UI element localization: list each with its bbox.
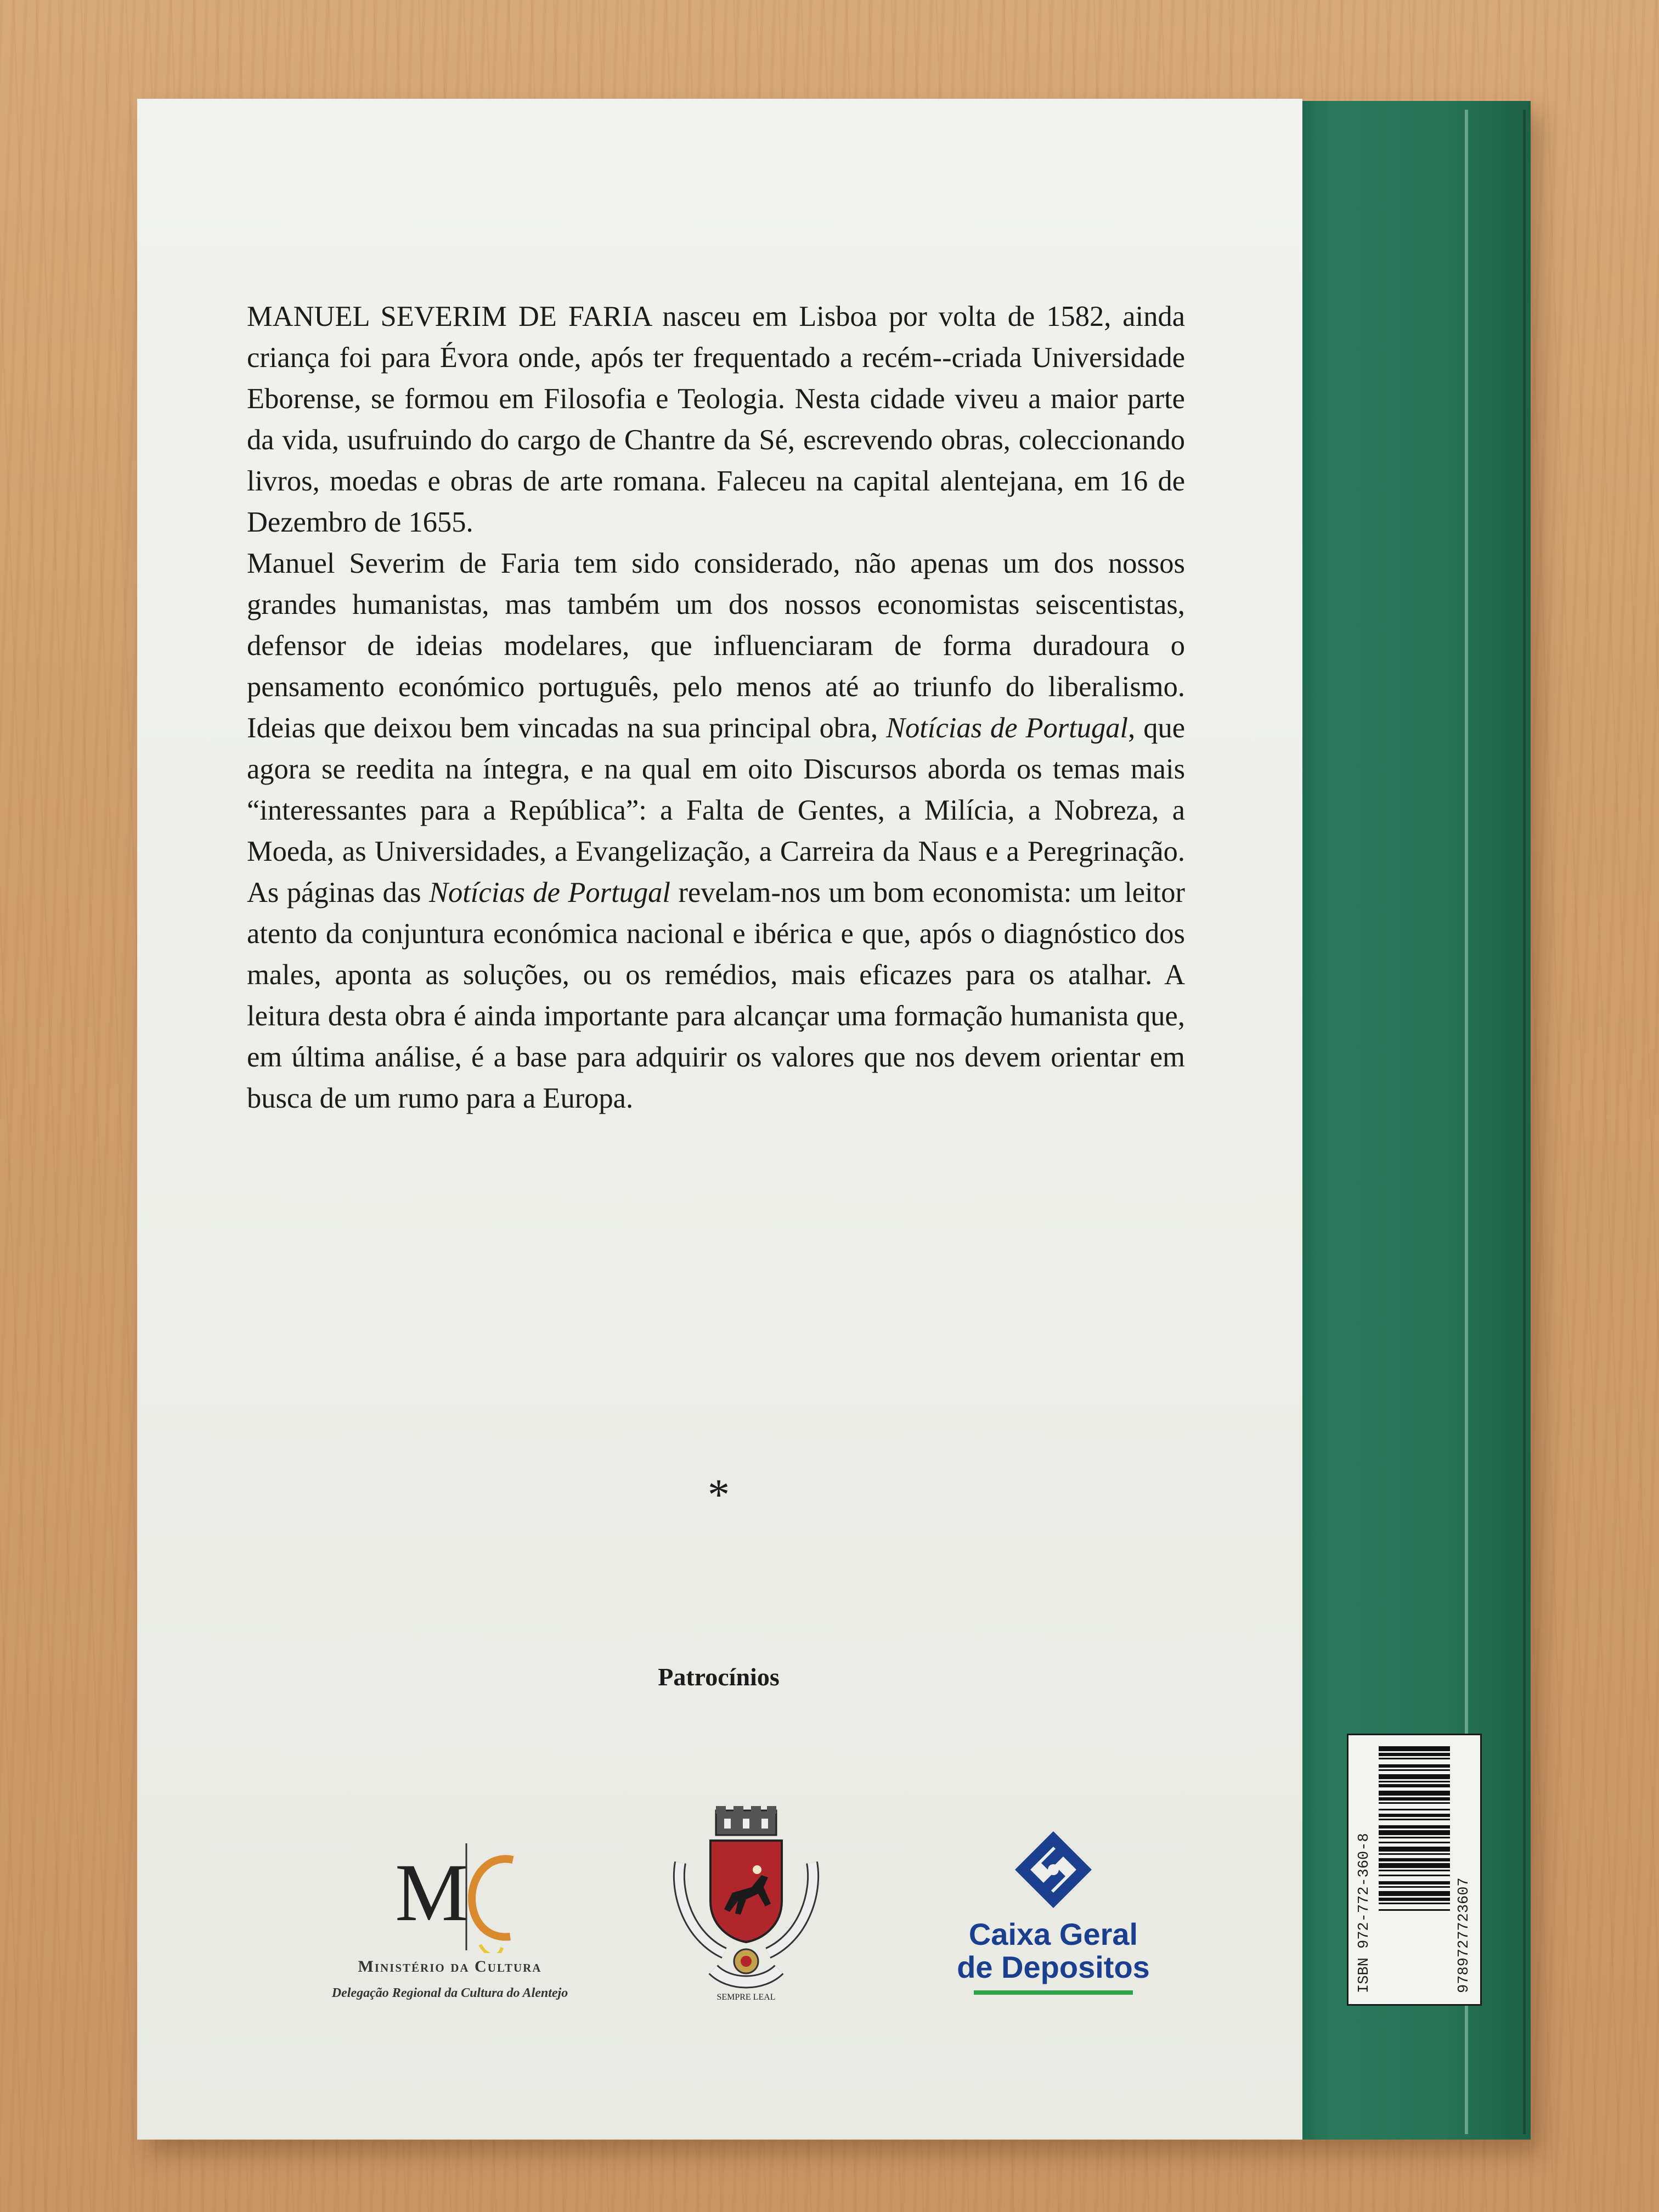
barcode-bar: [1379, 1809, 1450, 1810]
barcode-bar: [1379, 1753, 1450, 1756]
cgd-name-line1: Caixa Geral: [968, 1917, 1138, 1951]
barcode-bar: [1379, 1891, 1450, 1896]
summary-paragraph: [247, 543, 1185, 1119]
barcode-bar: [1379, 1853, 1450, 1855]
book-title-italic-2: Notícias de Portugal: [428, 877, 671, 909]
biography-paragraph: MANUEL SEVERIM DE FARIA nasceu em Lisboa por volta de 1582, ainda criança foi para Évora onde, após ter frequentado a recém--criada Universidade Eborense, se formou em Filosofia e Teologia. Nesta cidade viveu a maior parte da vida, usufruindo do cargo de Chantre da Sé, escrevendo obras, coleccionando livros, moedas e obras de arte romana. Faleceu na capital alentejana, em 16 de Dezembro de 1655.: [247, 301, 1185, 538]
barcode-bar: [1379, 1791, 1450, 1796]
barcode-bar: [1379, 1863, 1450, 1868]
barcode-bar: [1379, 1903, 1450, 1904]
barcode-bar: [1379, 1774, 1450, 1779]
barcode-bar: [1379, 1886, 1450, 1888]
barcode-bar: [1379, 1814, 1450, 1817]
ministerio-subtitle: Delegação Regional da Cultura do Alentejo: [331, 1986, 568, 2000]
barcode-bar: [1379, 1758, 1450, 1759]
barcode-bar: [1379, 1764, 1450, 1768]
barcode-bar: [1379, 1797, 1450, 1801]
barcode-bar: [1379, 1781, 1450, 1782]
isbn-number: ISBN 972-772-360-8: [1356, 1833, 1373, 1993]
ministerio-cultura-logo: [291, 1827, 609, 2013]
summary-text-1: Manuel Severim de Faria tem sido considerado, não apenas um dos nossos grandes humanistas, mas também um dos nossos economistas seiscentistas, defensor de ideias modelares, que influenciaram de forma duradoura o pensamento económico português, pelo menos até ao triunfo do liberalismo. Ideias que deixou bem vincadas na sua principal obra,: [247, 548, 1185, 744]
book: [137, 99, 1531, 2140]
barcode-bar: [1379, 1784, 1450, 1787]
coat-motto-bottom: SEMPRE LEAL: [716, 1993, 776, 2002]
barcode-bar: [1379, 1825, 1450, 1829]
svg-text:M: M: [395, 1847, 469, 1938]
cgd-logo-icon: [955, 1827, 1152, 1915]
spine-edge: [1523, 110, 1526, 2134]
cgd-logo: [955, 1827, 1152, 2002]
back-cover: [137, 99, 1302, 2140]
summary-text-3: revelam-nos um bom economista: um leitor atento da conjuntura económica nacional e ibérica e que, após o diagnóstico dos males, aponta as soluções, ou os remédios, mais eficazes para os atalhar. A leitura desta obra é ainda importante para alcançar uma formação humanista que, em última análise, é a base para adquirir os valores que nos devem orientar em busca de um rumo para a Europa.: [247, 877, 1185, 1114]
ean-number: 9789727723607: [1456, 1877, 1472, 1993]
barcode-label: [1347, 1734, 1482, 2006]
barcode-bar: [1379, 1847, 1450, 1852]
barcode-bar: [1379, 1858, 1450, 1861]
barcode-bar: [1379, 1819, 1450, 1820]
barcode-bar: [1379, 1875, 1450, 1876]
barcode-bar: [1379, 1769, 1450, 1771]
barcode-bar: [1379, 1898, 1450, 1901]
back-cover-text: [247, 296, 1185, 1119]
evora-coat-of-arms-icon: [664, 1805, 828, 2008]
barcode-bar: [1379, 1842, 1450, 1843]
mc-logo-icon: [291, 1827, 609, 1953]
barcode-bar: [1379, 1870, 1450, 1871]
barcode-bar: [1379, 1802, 1450, 1804]
cgd-name-line2: de Depositos: [957, 1950, 1150, 1984]
barcode-bar: [1379, 1909, 1450, 1911]
barcode-bar: [1379, 1830, 1450, 1835]
coat-of-arms-logo: [664, 1805, 828, 2008]
barcode-bar: [1379, 1746, 1450, 1751]
barcode-bar: [1379, 1837, 1450, 1838]
barcode-bar: [1379, 1881, 1450, 1884]
ministerio-title: Ministério da Cultura: [358, 1957, 542, 1976]
book-title-italic-1: Notícias de Portugal: [886, 712, 1128, 744]
sponsors-heading: Patrocínios: [658, 1663, 780, 1691]
cgd-green-bar: [974, 1990, 1133, 1995]
summary-text-2: , que agora se reedita na íntegra, e na qual em oito Discursos aborda os temas mais “interessantes para a República”: a Falta de Gentes, a Milícia, a Nobreza, a Moeda, as Universidades, a Evangelização, a Carreira da Naus e a Peregrinação. As páginas das: [247, 712, 1185, 909]
asterisk-divider: *: [708, 1471, 730, 1519]
